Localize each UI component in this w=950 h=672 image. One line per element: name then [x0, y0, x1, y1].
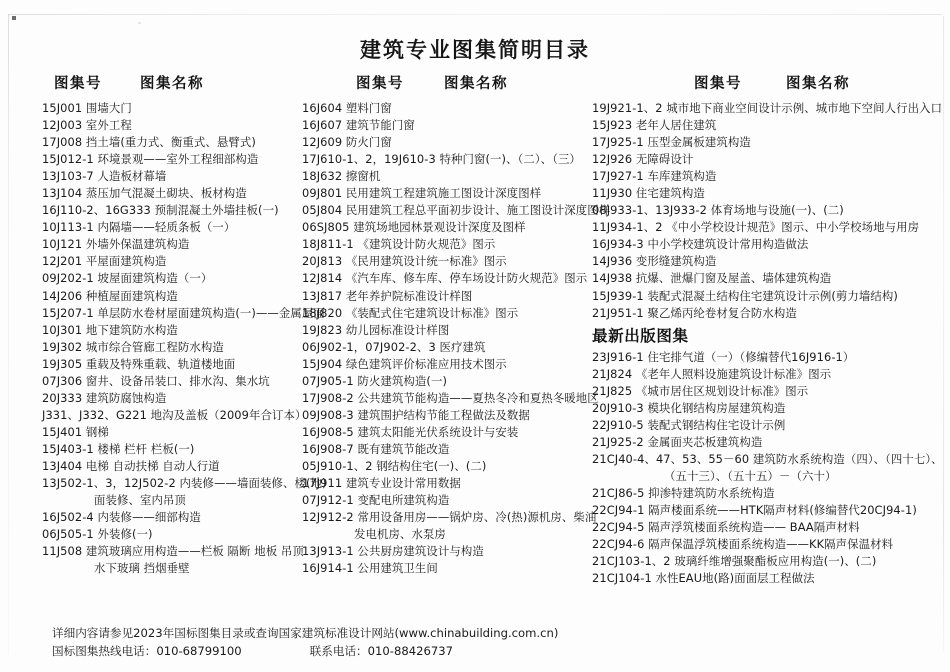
catalog-entry: 14J206 种植屋面建筑构造: [42, 288, 178, 303]
catalog-entry: 17J925-1 压型金属板建筑构造: [592, 135, 751, 150]
catalog-entry: 16J604 塑料门窗: [302, 101, 392, 115]
footer-phone: 联系电话：010-88426737: [309, 644, 453, 658]
column-header-number: 图集号: [54, 75, 102, 92]
catalog-entry: 17J927-1 车库建筑构造: [592, 169, 717, 184]
catalog-entry: 16J934-3 中小学校建筑设计常用构造做法: [592, 237, 809, 252]
catalog-entry: 15J001 围墙大门: [42, 101, 132, 115]
catalog-entry: 15J207-1 单层防水卷材屋面建筑构造(一)——金属屋面: [42, 305, 325, 320]
catalog-entry: 17J610-1、2，19J610-3 特种门窗(一)、（二）、（三）: [302, 152, 581, 167]
catalog-column-2: [302, 72, 611, 577]
catalog-entry: 21J824 《老年人照料设施建筑设计标准》图示: [592, 366, 832, 381]
catalog-entry: 12J912-2 常用设备用房——锅炉房、冷(热)源机房、柴油: [302, 510, 597, 525]
entry-list-1: [42, 100, 327, 577]
catalog-entry: 12J814 《汽车库、修车库、停车场设计防火规范》图示: [302, 271, 588, 286]
catalog-entry: 16J110-2、16G333 预制混凝土外墙挂板(一): [42, 203, 279, 218]
catalog-entry: J331、J332、G221 地沟及盖板（2009年合订本）: [42, 407, 307, 422]
catalog-entry: 21CJ40-4、47、53、55－60 建筑防水系统构造（四）、（四十七）、: [592, 451, 943, 466]
catalog-entry: 06J505-1 外装修(一): [42, 527, 153, 542]
catalog-entry: 23J916-1 住宅排气道（一）（修编替代16J916-1）: [592, 349, 855, 364]
catalog-entry: 09J801 民用建筑工程建筑施工图设计深度图样: [302, 186, 542, 201]
catalog-entry: 22J910-5 装配式钢结构住宅设计示例: [592, 417, 786, 432]
catalog-entry: 20J813 《民用建筑设计统一标准》图示: [302, 254, 507, 269]
catalog-entry: 05J804 民用建筑工程总平面初步设计、施工图设计深度图样: [302, 203, 611, 218]
catalog-entry: 22CJ94-5 隔声浮筑楼面系统构造—— BAA隔声材料: [592, 520, 860, 535]
catalog-entry: 22CJ94-1 隔声楼面系统——HTK隔声材料(修编替代20CJ94-1): [592, 503, 917, 518]
catalog-entry: 13J104 蒸压加气混凝土砌块、板材构造: [42, 186, 247, 201]
entry-list-2: [302, 100, 611, 577]
catalog-entry: 21CJ103-1、2 玻璃纤维增强聚酯板应用构造(一)、(二): [592, 554, 877, 569]
column-header-1: [42, 72, 310, 98]
page-title: 建筑专业图集简明目录: [360, 37, 590, 62]
catalog-entry: 13J913-1 公共厨房建筑设计与构造: [302, 544, 484, 559]
catalog-entry: 06SJ805 建筑场地园林景观设计深度及图样: [302, 220, 526, 235]
catalog-entry: 09J908-3 建筑围护结构节能工程做法及数据: [302, 407, 530, 422]
catalog-entry: 13J502-1、3，12J502-2 内装修——墙面装修、楼(地): [42, 476, 327, 491]
column-header-3: [592, 72, 944, 98]
column-header-name: 图集名称: [140, 75, 204, 92]
catalog-entry: 20J910-3 模块化钢结构房屋建筑构造: [592, 400, 786, 415]
catalog-entry: 15J904 绿色建筑评价标准应用技术图示: [302, 356, 507, 371]
catalog-entry: 15J401 钢梯: [42, 424, 109, 439]
column-header-number: 图集号: [356, 75, 404, 92]
catalog-entry: （五十三）、（五十五）－（六十）: [664, 468, 837, 483]
catalog-entry: 22CJ94-6 隔声保温浮筑楼面系统构造——KK隔声保温材料: [592, 537, 894, 552]
catalog-entry: 水下玻璃 挡烟垂壁: [94, 561, 190, 576]
catalog-entry: 面装修、室内吊顶: [94, 493, 186, 508]
catalog-entry: 12J609 防火门窗: [302, 135, 392, 150]
scan-edge-top: [8, 14, 942, 15]
footer-line-reference: 详细内容请参见2023年国标图集目录或查询国家建筑标准设计网站(www.chinabuilding.com.cn): [52, 626, 559, 640]
catalog-entry: 16J914-1 公用建筑卫生间: [302, 561, 438, 576]
column-header-name: 图集名称: [444, 75, 508, 92]
scan-edge-left: [8, 14, 9, 654]
catalog-entry: 21CJ86-5 抑渗特建筑防水系统构造: [592, 485, 775, 500]
catalog-entry: 11J508 建筑玻璃应用构造——栏板 隔断 地板 吊顶: [42, 544, 304, 559]
catalog-entry: 21J825 《城市居住区规划设计标准》图示: [592, 383, 809, 398]
catalog-entry: 15J012-1 环境景观——室外工程细部构造: [42, 152, 259, 167]
scan-speck: [138, 22, 141, 24]
catalog-entry: 19J305 重载及特殊重载、轨道楼地面: [42, 356, 236, 371]
catalog-entry: 13J103-7 人造板材幕墙: [42, 169, 167, 184]
catalog-entry: 16J502-4 内装修——细部构造: [42, 510, 201, 525]
scan-speck: [12, 16, 16, 20]
catalog-entry: 10J121 外墙外保温建筑构造: [42, 237, 190, 252]
catalog-entry: 17J911 建筑专业设计常用数据: [302, 476, 461, 491]
page-footer: [52, 624, 932, 660]
catalog-entry: 16J908-7 既有建筑节能改造: [302, 441, 450, 456]
catalog-entry: 13J817 老年养护院标准设计样图: [302, 288, 473, 303]
catalog-entry: 15J403-1 楼梯 栏杆 栏板(一): [42, 441, 195, 456]
catalog-entry: 18J632 擦窗机: [302, 169, 381, 184]
catalog-entry: 17J908-2 公共建筑节能构造——夏热冬冷和夏热冬暖地区: [302, 390, 599, 405]
catalog-entry: 07J905-1 防火建筑构造(一): [302, 373, 447, 388]
entry-list-3: [592, 100, 944, 587]
catalog-entry: 09J202-1 坡屋面建筑构造（一）: [42, 271, 213, 286]
catalog-entry: 12J003 室外工程: [42, 118, 132, 133]
catalog-entry: 11J934-1、2 《中小学校设计规范》图示、中小学校场地与用房: [592, 220, 920, 235]
catalog-entry: 17J008 挡土墙(重力式、衡重式、悬臂式): [42, 135, 256, 150]
column-header-2: [302, 72, 592, 98]
catalog-entry: 14J938 抗爆、泄爆门窗及屋盖、墙体建筑构造: [592, 271, 832, 286]
catalog-entry: 21J951-1 聚乙烯丙纶卷材复合防水构造: [592, 305, 797, 320]
catalog-entry: 19J302 城市综合管廊工程防水构造: [42, 339, 224, 354]
catalog-entry: 18J811-1 《建筑设计防火规范》图示: [302, 237, 496, 252]
catalog-entry: 21J925-2 金属面夹芯板建筑构造: [592, 434, 763, 449]
catalog-entry: 20J333 建筑防腐蚀构造: [42, 390, 167, 405]
catalog-entry: 12J926 无障碍设计: [592, 152, 694, 167]
catalog-entry: 07J306 窗井、设备吊装口、排水沟、集水坑: [42, 373, 270, 388]
catalog-entry: 19J823 幼儿园标准设计样图: [302, 322, 450, 337]
catalog-entry: 21CJ104-1 水性EAU地(路)面面层工程做法: [592, 571, 815, 586]
catalog-entry: 15J939-1 装配式混凝土结构住宅建筑设计示例(剪力墙结构): [592, 288, 898, 303]
catalog-entry: 13J404 电梯 自动扶梯 自动人行道: [42, 458, 220, 473]
catalog-entry: 14J936 变形缝建筑构造: [592, 254, 717, 269]
catalog-column-1: [42, 72, 327, 577]
catalog-entry: 18J820 《装配式住宅建筑设计标准》图示: [302, 305, 519, 320]
footer-line-contact: [52, 642, 932, 660]
catalog-entry: 16J908-5 建筑太阳能光伏系统设计与安装: [302, 424, 519, 439]
catalog-entry: 06J902-1，07J902-2、3 医疗建筑: [302, 339, 486, 354]
catalog-entry: 10J113-1 内隔墙——轻质条板（一）: [42, 220, 236, 235]
catalog-column-3: [592, 72, 944, 587]
catalog-entry: 16J607 建筑节能门窗: [302, 118, 415, 133]
section-heading: 最新出版图集: [592, 326, 689, 345]
column-header-name: 图集名称: [786, 75, 850, 92]
catalog-entry: 12J201 平屋面建筑构造: [42, 254, 167, 269]
catalog-entry: 发电机房、水泵房: [354, 527, 446, 542]
catalog-entry: 10J301 地下建筑防水构造: [42, 322, 178, 337]
catalog-entry: 11J930 住宅建筑构造: [592, 186, 705, 201]
catalog-entry: 08J933-1、13J933-2 体育场地与设施(一)、(二): [592, 203, 844, 218]
column-header-number: 图集号: [694, 75, 742, 92]
catalog-entry: 05J910-1、2 钢结构住宅(一)、(二): [302, 458, 487, 473]
catalog-entry: 15J923 老年人居住建筑: [592, 118, 717, 133]
catalog-entry: 07J912-1 变配电所建筑构造: [302, 493, 450, 508]
catalog-entry: 19J921-1、2 城市地下商业空间设计示例、城市地下空间人行出入口: [592, 101, 943, 115]
footer-hotline: 国标图集热线电话：010-68799100: [52, 644, 242, 658]
